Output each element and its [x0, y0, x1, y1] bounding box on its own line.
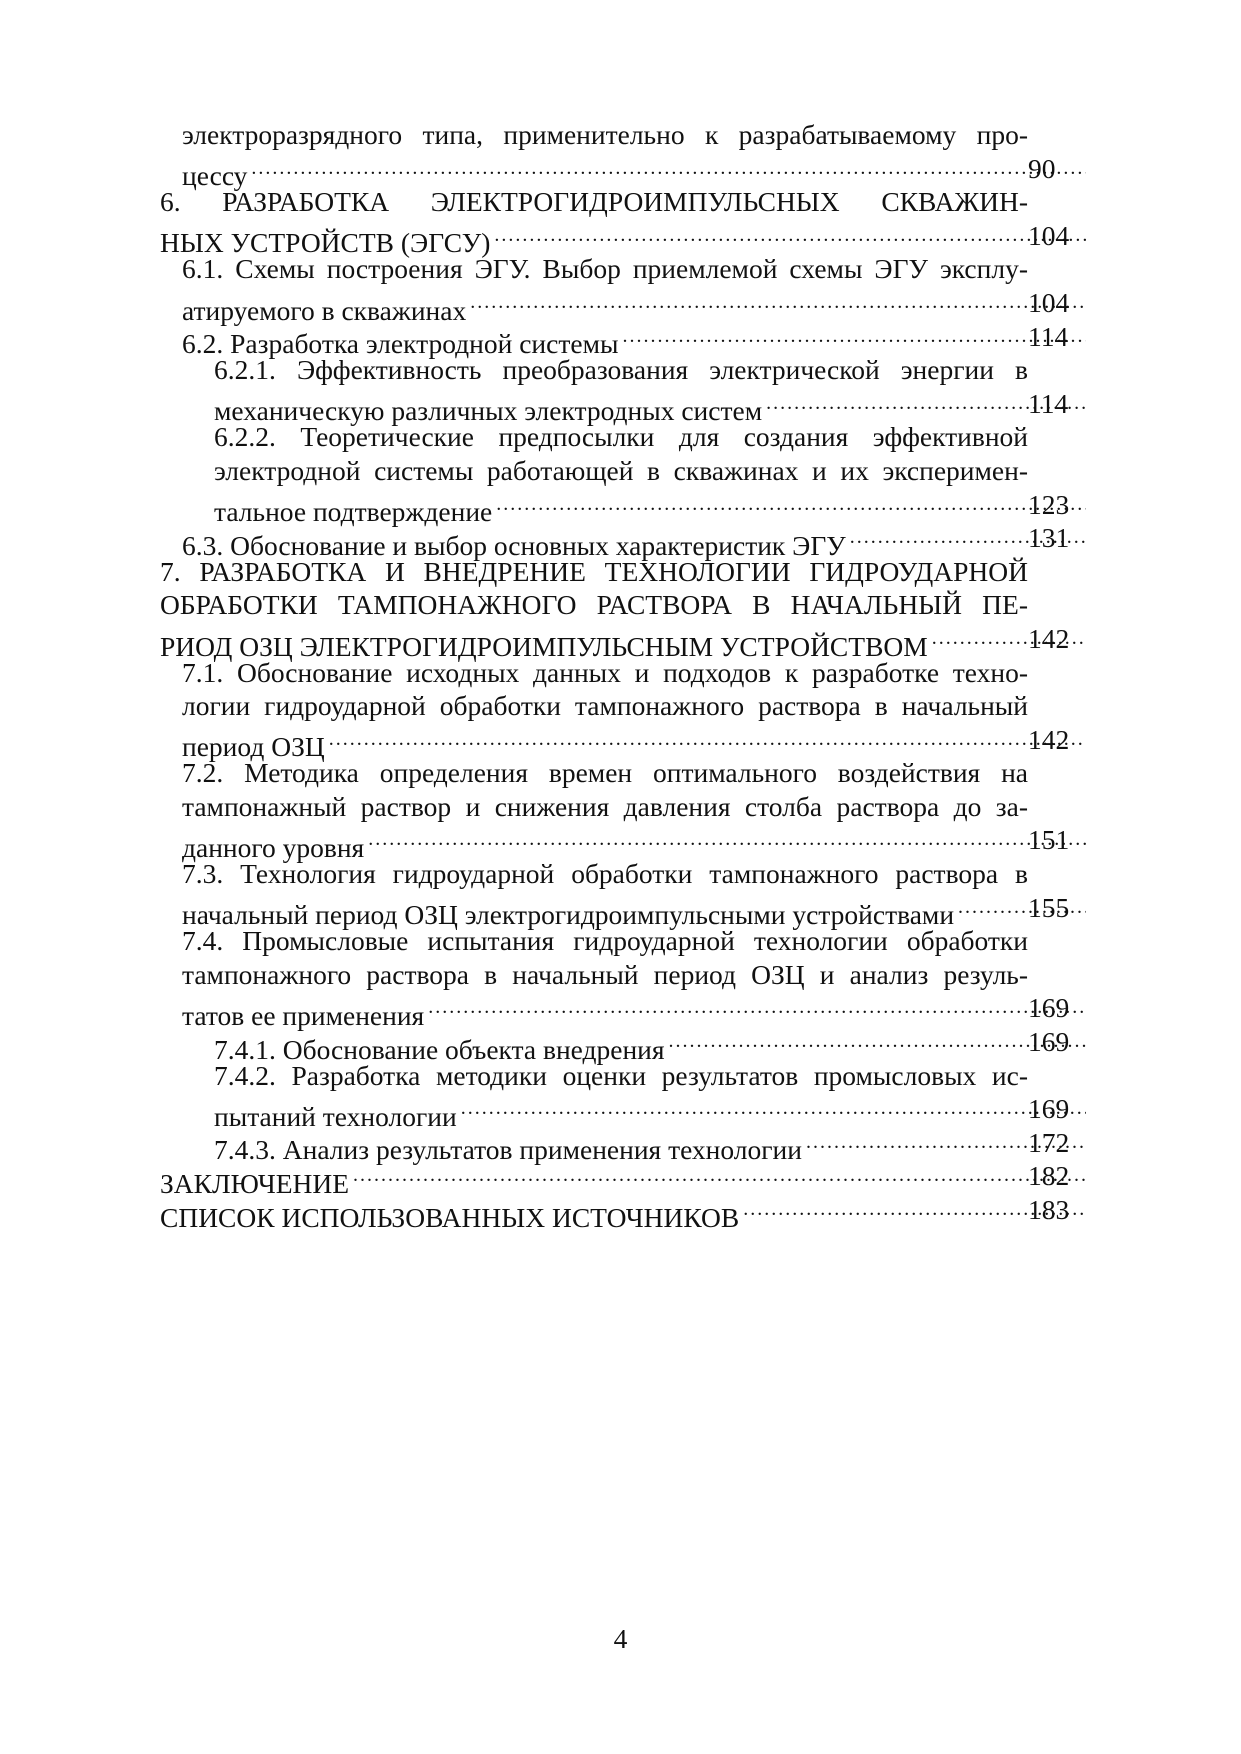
- toc-entry-7-3: [160, 857, 1090, 891]
- toc-entry-text: 6.1. Схемы построения ЭГУ. Выбор приемлемой схемы ЭГУ эксплу-: [182, 253, 1028, 285]
- toc-entry-text: период ОЗЦ: [182, 731, 325, 763]
- toc-page-number: 114: [1028, 387, 1069, 419]
- toc-entry-text: цессу: [182, 160, 248, 192]
- dot-leader: [461, 1092, 1086, 1126]
- toc-entry-text: 6.2.2. Теоретические предпосылки для создания эффективной: [214, 421, 1028, 453]
- dot-leader: [353, 1159, 1086, 1193]
- toc-entry-text: 7.4. Промысловые испытания гидроударной технологии обработки: [182, 925, 1028, 957]
- dot-leader: [669, 1025, 1086, 1059]
- toc-entry-text: электроразрядного типа, применительно к разрабатываемому про-: [182, 119, 1028, 150]
- toc-entry-text: 6. РАЗРАБОТКА ЭЛЕКТРОГИДРОИМПУЛЬСНЫХ СКВАЖИН-: [160, 186, 1028, 218]
- toc-entry-7-4: [160, 924, 1090, 958]
- toc-page-number: 142: [1028, 622, 1070, 654]
- dot-leader: [368, 823, 1086, 857]
- toc-entry-7-2: [160, 756, 1090, 790]
- toc-page-number: 172: [1028, 1126, 1070, 1158]
- toc-entry-text: логии гидроударной обработки тампонажного раствора в начальный: [182, 690, 1028, 722]
- toc-entry-continuation: [160, 689, 1090, 723]
- toc-entry-line: [160, 823, 1090, 864]
- toc-entry-line: [160, 1092, 1090, 1132]
- toc-entry-continuation: [160, 790, 1090, 824]
- dot-leader: [496, 488, 1086, 522]
- dot-leader: [251, 152, 1086, 186]
- toc-entry-text: тампонажный раствор и снижения давления столба раствора до за-: [182, 790, 1028, 822]
- toc-entry-text: 7.4.2. Разработка методики оценки результатов промысловых ис-: [214, 1059, 1028, 1091]
- toc-entry-conclusion: [160, 1159, 1090, 1199]
- toc-entry-text: пытаний технологии: [214, 1100, 457, 1132]
- toc-entry-6-2: [160, 320, 1090, 360]
- toc-entry-chapter-6: [160, 185, 1090, 219]
- toc-entry-line: [160, 723, 1090, 763]
- toc-page-number: 104: [1028, 286, 1070, 318]
- toc-entry-chapter-7: [160, 555, 1090, 589]
- toc-entry-text: 6.2. Разработка электродной системы: [182, 328, 619, 360]
- toc-entry-text: тампонажного раствора в начальный период ОЗЦ и анализ резуль-: [182, 958, 1028, 990]
- toc-entry-line: [160, 991, 1090, 1032]
- toc-entry-7-1: [160, 656, 1090, 690]
- toc-entry-text: 7.1. Обоснование исходных данных и подходов к разработке техно-: [182, 656, 1028, 688]
- toc-page-number: 169: [1028, 1026, 1070, 1058]
- toc-entry-continuation: [160, 588, 1090, 622]
- toc-entry-text: 7.4.1. Обоснование объекта внедрения: [214, 1033, 665, 1065]
- dot-leader: [428, 991, 1086, 1025]
- toc-entry-text: ОБРАБОТКИ ТАМПОНАЖНОГО РАСТВОРА В НАЧАЛЬНЫЙ ПЕ-: [160, 589, 1028, 621]
- dot-leader: [494, 219, 1086, 253]
- toc-entry-6-2-1: [160, 353, 1090, 387]
- toc-entry-line: [160, 219, 1090, 259]
- toc-entry-text: 7.2. Методика определения времен оптимального воздействия на: [182, 757, 1028, 789]
- toc-entry-text: механическую различных электродных систем: [214, 395, 763, 427]
- toc-page-number: 155: [1028, 891, 1070, 923]
- toc-page-number: 123: [1028, 488, 1070, 520]
- toc-entry-line: [160, 387, 1090, 427]
- table-of-contents: [160, 118, 1090, 1233]
- toc-entry-text: татов ее применения: [182, 1000, 425, 1032]
- toc-page-number: 131: [1028, 522, 1070, 554]
- toc-entry-text: 7.3. Технология гидроударной обработки тампонажного раствора в: [182, 858, 1028, 890]
- toc-page-number: 90: [1028, 152, 1056, 184]
- toc-page-number: 183: [1028, 1194, 1070, 1225]
- toc-entry-line: [160, 488, 1090, 528]
- toc-entry-line: [160, 891, 1090, 931]
- toc-entry-text: электродной системы работающей в скважинах и их эксперимен-: [214, 454, 1028, 486]
- toc-entry-text: данного уровня: [182, 832, 365, 864]
- toc-entry-text: 6.3. Обоснование и выбор основных характеристик ЭГУ: [182, 529, 846, 561]
- toc-entry-continuation: [160, 958, 1090, 992]
- toc-page-number: 169: [1028, 992, 1070, 1024]
- toc-page-number: 182: [1028, 1160, 1070, 1192]
- toc-entry-text: РИОД ОЗЦ ЭЛЕКТРОГИДРОИМПУЛЬСНЫМ УСТРОЙСТВОМ: [160, 630, 928, 662]
- toc-page-number: 169: [1028, 1093, 1070, 1125]
- toc-entry-7-4-1: [160, 1025, 1090, 1065]
- toc-entry-text: начальный период ОЗЦ электрогидроимпульсными устройствами: [182, 899, 955, 931]
- toc-entry-text: атируемого в скважинах: [182, 294, 467, 326]
- toc-page-number: 142: [1028, 723, 1070, 755]
- toc-entry-6-3: [160, 521, 1090, 561]
- toc-entry-text: 7. РАЗРАБОТКА И ВНЕДРЕНИЕ ТЕХНОЛОГИИ ГИДРОУДАРНОЙ: [160, 555, 1028, 587]
- toc-entry-references: [160, 1193, 1090, 1233]
- page-number: 4: [613, 1623, 628, 1654]
- toc-page-number: 151: [1028, 824, 1070, 856]
- toc-entry-text: ЗАКЛЮЧЕНИЕ: [160, 1168, 350, 1199]
- toc-entry-continuation: [160, 118, 1090, 152]
- toc-entry-6-2-2: [160, 420, 1090, 454]
- toc-page-number: 104: [1028, 219, 1070, 251]
- toc-entry-7-4-2: [160, 1059, 1090, 1093]
- dot-leader: [470, 286, 1086, 320]
- toc-entry-line: [160, 152, 1090, 192]
- toc-entry-text: 7.4.3. Анализ результатов применения технологии: [214, 1134, 802, 1166]
- toc-entry-text: 6.2.1. Эффективность преобразования электрической энергии в: [214, 354, 1028, 386]
- toc-entry-text: НЫХ УСТРОЙСТВ (ЭГСУ): [160, 227, 491, 259]
- dot-leader: [622, 320, 1086, 354]
- toc-page-number: 114: [1028, 320, 1069, 352]
- toc-entry-text: СПИСОК ИСПОЛЬЗОВАННЫХ ИСТОЧНИКОВ: [160, 1201, 740, 1233]
- toc-entry-6-1: [160, 252, 1090, 286]
- toc-entry-line: [160, 286, 1090, 326]
- toc-entry-text: тальное подтверждение: [214, 496, 493, 528]
- toc-entry-line: [160, 622, 1090, 662]
- toc-entry-continuation: [160, 454, 1090, 488]
- dot-leader: [329, 723, 1086, 757]
- toc-entry-7-4-3: [160, 1126, 1090, 1166]
